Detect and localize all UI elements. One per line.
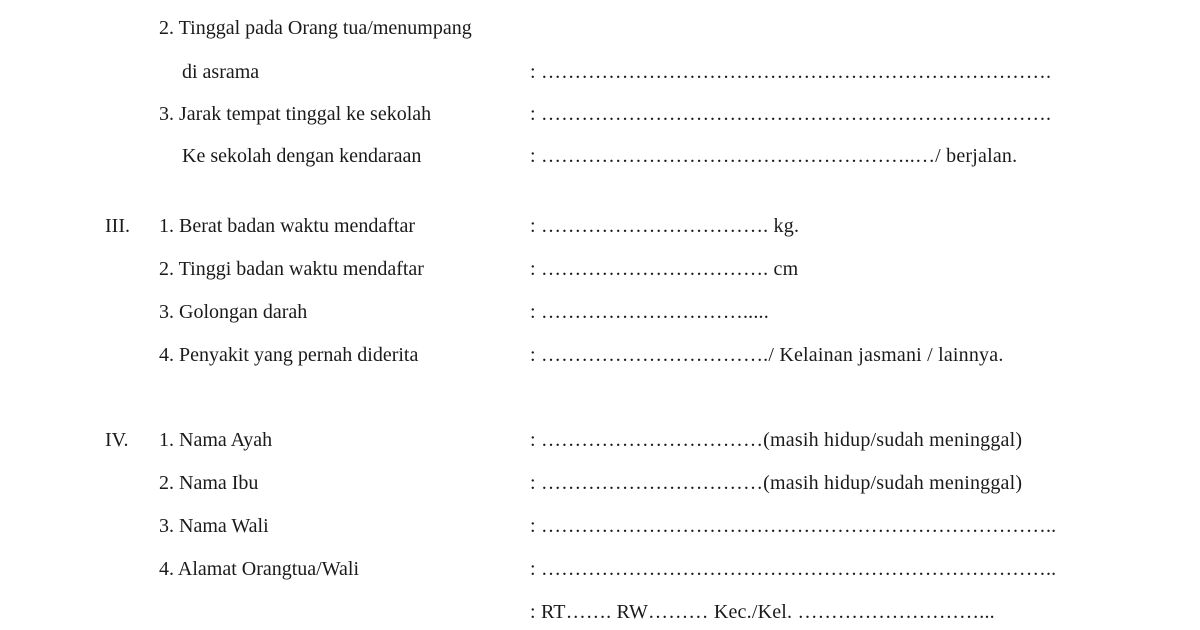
section-numeral-iii: III.: [105, 215, 130, 237]
field-value-height: : ……………………………. cm: [530, 258, 799, 280]
section-numeral-iv: IV.: [105, 429, 129, 451]
field-value-guardian-name: : …………………………………………………………………..: [530, 515, 1057, 537]
field-label-mother-name: 2. Nama Ibu: [159, 472, 259, 494]
field-value-residence: : ………………………………………………………………….: [530, 61, 1052, 83]
field-label-distance: 3. Jarak tempat tinggal ke sekolah: [159, 103, 432, 125]
field-label-parent-address: 4. Alamat Orangtua/Wali: [159, 558, 359, 580]
field-label-illness: 4. Penyakit yang pernah diderita: [159, 344, 419, 366]
field-value-blood-type: : ………………………….....: [530, 301, 769, 323]
field-value-weight: : ……………………………. kg.: [530, 215, 800, 237]
field-label-guardian-name: 3. Nama Wali: [159, 515, 269, 537]
field-value-father-name: : ……………………………(masih hidup/sudah meninggal): [530, 429, 1023, 451]
field-label-father-name: 1. Nama Ayah: [159, 429, 273, 451]
field-label-height: 2. Tinggi badan waktu mendaftar: [159, 258, 424, 280]
field-label-residence: 2. Tinggal pada Orang tua/menumpang: [159, 17, 472, 39]
field-value-mother-name: : ……………………………(masih hidup/sudah meninggal): [530, 472, 1023, 494]
field-value-transport: : ………………………………………………..…/ berjalan.: [530, 145, 1018, 167]
field-value-illness: : ……………………………./ Kelainan jasmani / lainnya.: [530, 344, 1004, 366]
field-value-address-rt-rw: : RT……. RW……… Kec./Kel. ………………………...: [530, 601, 995, 623]
field-label-residence-cont: di asrama: [182, 61, 260, 83]
field-label-transport: Ke sekolah dengan kendaraan: [182, 145, 422, 167]
field-value-distance: : ………………………………………………………………….: [530, 103, 1052, 125]
field-label-weight: 1. Berat badan waktu mendaftar: [159, 215, 416, 237]
field-label-blood-type: 3. Golongan darah: [159, 301, 308, 323]
field-value-parent-address: : …………………………………………………………………..: [530, 558, 1057, 580]
